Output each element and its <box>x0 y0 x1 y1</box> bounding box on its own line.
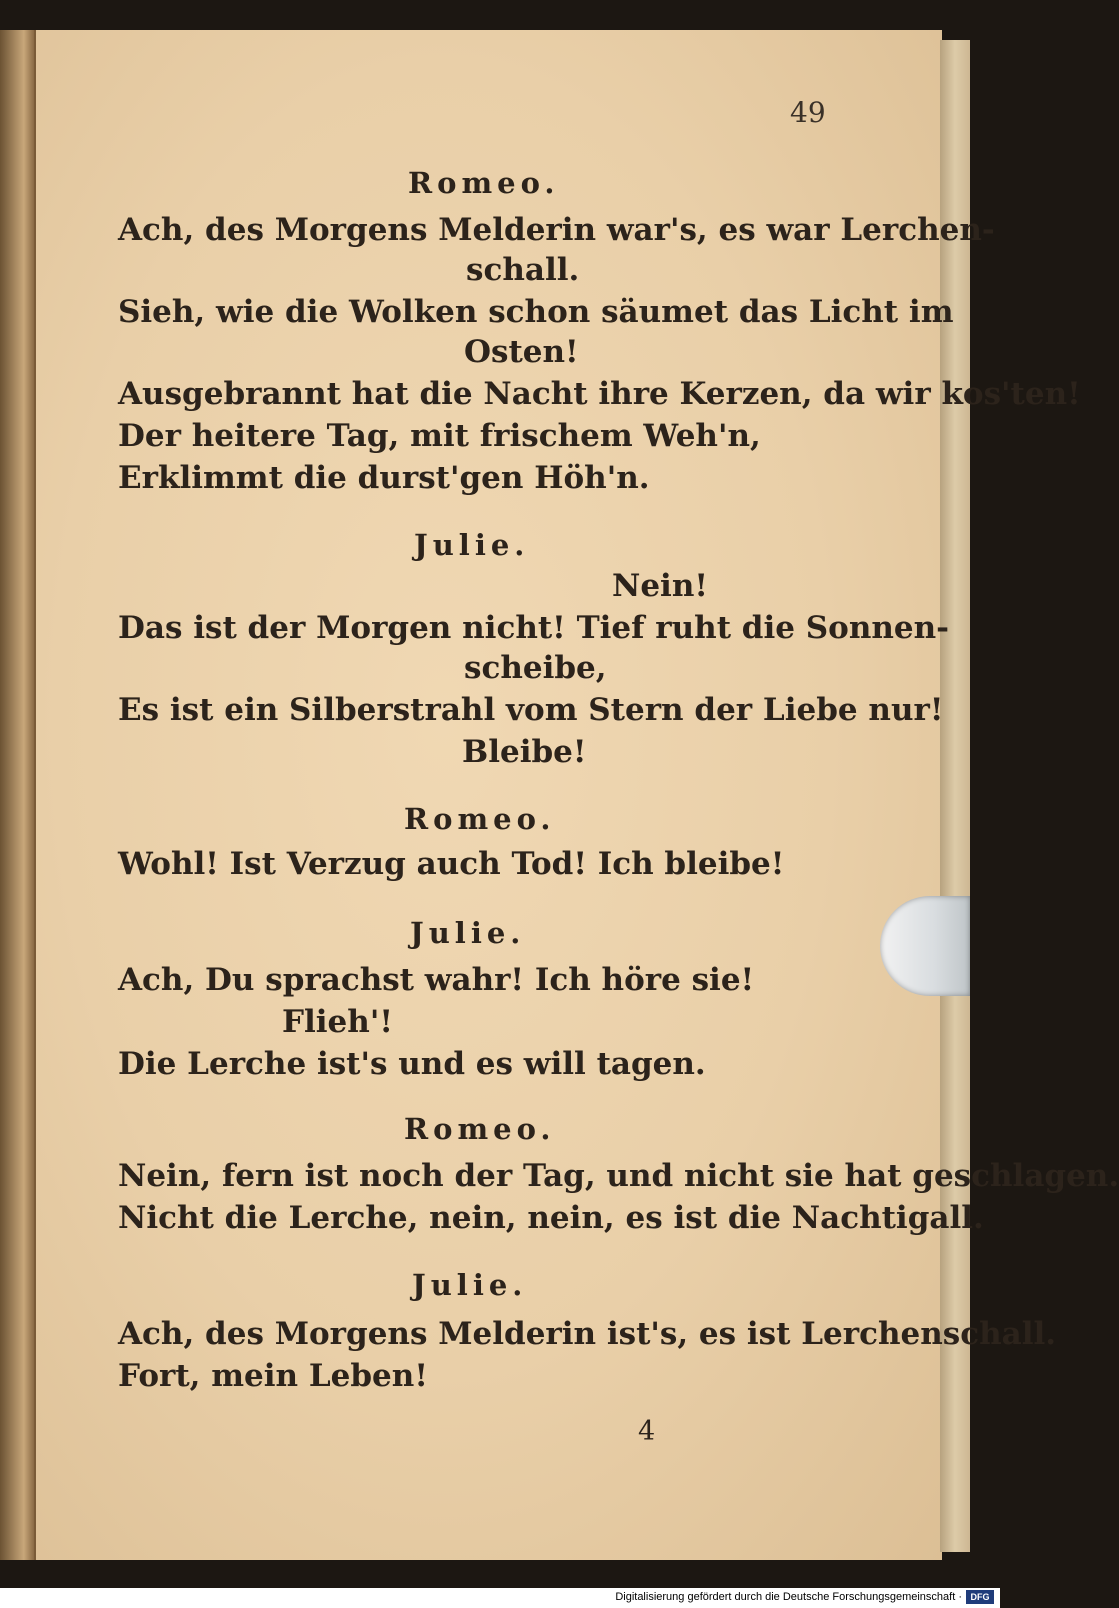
text-line: Erklimmt die durst'gen Höh'n. <box>118 460 650 496</box>
text-line: Das ist der Morgen nicht! Tief ruht die Sonnen- <box>118 610 950 646</box>
text-line: schall. <box>466 252 580 288</box>
text-line: Ausgebrannt hat die Nacht ihre Kerzen, da wir kos'ten! <box>118 376 1081 412</box>
dfg-logo: DFG <box>966 1590 994 1604</box>
speaker-heading: Romeo. <box>408 166 560 200</box>
text-line: Der heitere Tag, mit frischem Weh'n, <box>118 418 761 454</box>
text-line: Die Lerche ist's und es will tagen. <box>118 1046 706 1082</box>
page-number: 49 <box>790 96 826 129</box>
text-line: Nicht die Lerche, nein, nein, es ist die Nachtigall. <box>118 1200 984 1236</box>
text-line: scheibe, <box>464 650 607 686</box>
text-line: Bleibe! <box>462 734 587 770</box>
text-line: Ach, des Morgens Melderin ist's, es ist Lerchenschall. <box>118 1316 1057 1352</box>
text-line: Es ist ein Silberstrahl vom Stern der Liebe nur! <box>118 692 944 728</box>
text-line: Nein! <box>612 568 708 604</box>
speaker-heading: Romeo. <box>404 1112 556 1146</box>
text-line: Osten! <box>464 334 579 370</box>
speaker-heading: Romeo. <box>404 802 556 836</box>
book-left-edge <box>0 30 34 1560</box>
speaker-heading: Julie. <box>410 916 526 950</box>
text-line: Ach, des Morgens Melderin war's, es war Lerchen- <box>118 212 995 248</box>
page-turn-handle[interactable] <box>880 896 970 996</box>
text-line: Sieh, wie die Wolken schon säumet das Licht im <box>118 294 954 330</box>
text-line: Nein, fern ist noch der Tag, und nicht sie hat geschlagen. <box>118 1158 1119 1194</box>
speaker-heading: Julie. <box>412 1268 528 1302</box>
text-line: Fort, mein Leben! <box>118 1358 428 1394</box>
text-line: Ach, Du sprachst wahr! Ich höre sie! <box>118 962 755 998</box>
speaker-heading: Julie. <box>414 528 530 562</box>
text-line: Flieh'! <box>282 1004 393 1040</box>
text-line: Wohl! Ist Verzug auch Tod! Ich bleibe! <box>118 846 785 882</box>
footer-credit: Digitalisierung gefördert durch die Deutsche Forschungsgemeinschaft · <box>615 1591 962 1603</box>
signature-mark: 4 <box>638 1416 656 1447</box>
